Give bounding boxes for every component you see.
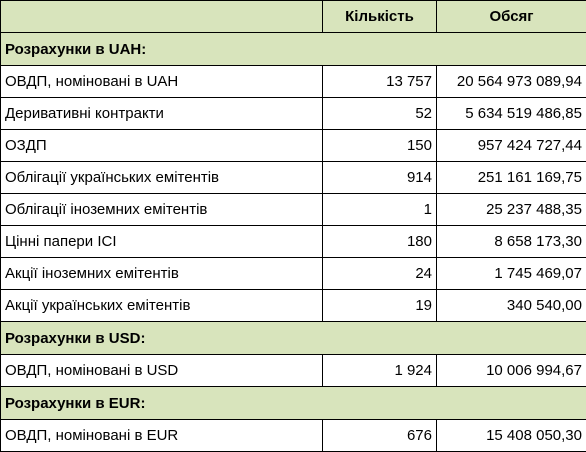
table-row <box>1 194 586 226</box>
section-title: Розрахунки в EUR: <box>1 387 586 420</box>
row-volume: 251 161 169,75 <box>437 162 586 194</box>
section-row-uah <box>1 33 586 66</box>
row-volume: 15 408 050,30 <box>437 420 586 452</box>
row-volume: 957 424 727,44 <box>437 130 586 162</box>
section-row-eur <box>1 387 586 420</box>
row-count: 150 <box>323 130 437 162</box>
table-row <box>1 226 586 258</box>
row-name: Акції іноземних емітентів <box>1 258 323 290</box>
row-name: Цінні папери ICI <box>1 226 323 258</box>
row-count: 676 <box>323 420 437 452</box>
row-name: Акції українських емітентів <box>1 290 323 322</box>
row-volume: 10 006 994,67 <box>437 355 586 387</box>
row-name: ОВДП, номіновані в UAH <box>1 66 323 98</box>
table-row <box>1 66 586 98</box>
header-name <box>1 1 323 33</box>
row-name: Облігації українських емітентів <box>1 162 323 194</box>
row-name: ОВДП, номіновані в EUR <box>1 420 323 452</box>
row-volume: 20 564 973 089,94 <box>437 66 586 98</box>
row-count: 13 757 <box>323 66 437 98</box>
row-name: ОЗДП <box>1 130 323 162</box>
row-name: ОВДП, номіновані в USD <box>1 355 323 387</box>
row-count: 180 <box>323 226 437 258</box>
table-row <box>1 130 586 162</box>
table-row <box>1 98 586 130</box>
row-count: 19 <box>323 290 437 322</box>
table-row <box>1 162 586 194</box>
table-row <box>1 420 586 452</box>
section-title: Розрахунки в UAH: <box>1 33 586 66</box>
row-count: 914 <box>323 162 437 194</box>
row-volume: 25 237 488,35 <box>437 194 586 226</box>
section-title: Розрахунки в USD: <box>1 322 586 355</box>
header-row <box>1 1 586 33</box>
row-count: 1 924 <box>323 355 437 387</box>
row-count: 1 <box>323 194 437 226</box>
row-name: Облігації іноземних емітентів <box>1 194 323 226</box>
header-volume: Обсяг <box>437 1 586 33</box>
row-count: 24 <box>323 258 437 290</box>
header-count: Кількість <box>323 1 437 33</box>
row-volume: 1 745 469,07 <box>437 258 586 290</box>
table-row <box>1 355 586 387</box>
section-row-usd <box>1 322 586 355</box>
row-volume: 8 658 173,30 <box>437 226 586 258</box>
row-count: 52 <box>323 98 437 130</box>
table-row <box>1 258 586 290</box>
row-volume: 340 540,00 <box>437 290 586 322</box>
row-name: Деривативні контракти <box>1 98 323 130</box>
table-row <box>1 290 586 322</box>
row-volume: 5 634 519 486,85 <box>437 98 586 130</box>
